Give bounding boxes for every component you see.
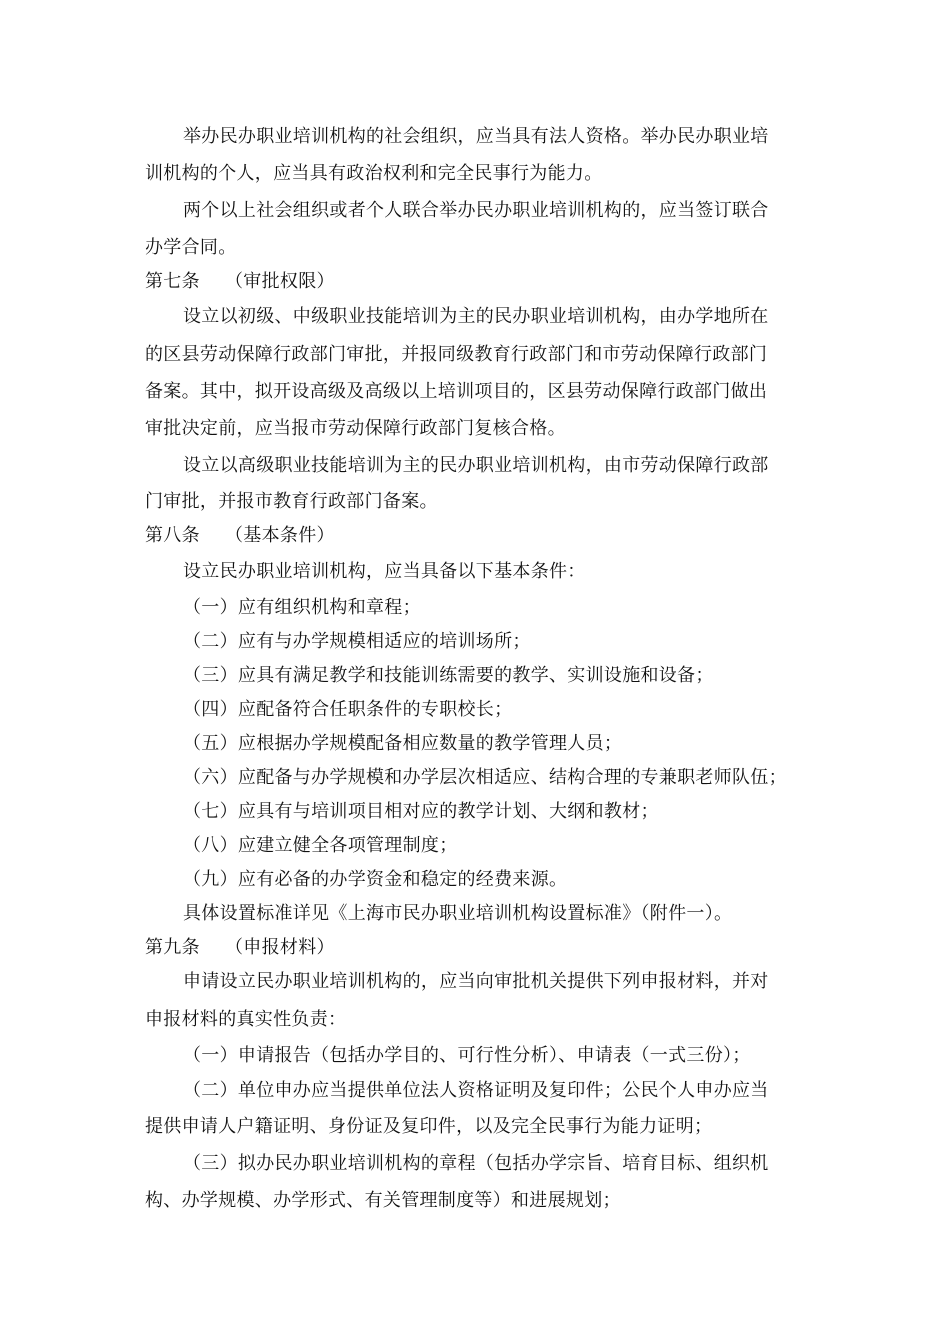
paragraph-line: 设立以初级、中级职业技能培训为主的民办职业培训机构，由办学地所在 bbox=[183, 306, 769, 327]
list-item: （八）应建立健全各项管理制度； bbox=[183, 835, 458, 856]
article-heading bbox=[145, 524, 335, 548]
paragraph-line: 审批决定前，应当报市劳动保障行政部门复核合格。 bbox=[145, 418, 566, 439]
paragraph-line: 构、办学规模、办学形式、有关管理制度等）和进展规划； bbox=[145, 1190, 621, 1211]
paragraph-line: 提供申请人户籍证明、身份证及复印件，以及完全民事行为能力证明； bbox=[145, 1116, 713, 1137]
list-item: （五）应根据办学规模配备相应数量的教学管理人员； bbox=[183, 733, 623, 754]
article-number: 第九条 bbox=[145, 937, 200, 958]
paragraph-line: 的区县劳动保障行政部门审批，并报同级教育行政部门和市劳动保障行政部门 bbox=[145, 344, 768, 365]
list-item: （一）申请报告（包括办学目的、可行性分析）、申请表（一式三份）； bbox=[183, 1045, 751, 1066]
paragraph-line: 举办民办职业培训机构的社会组织，应当具有法人资格。举办民办职业培 bbox=[183, 126, 769, 147]
list-item: （四）应配备符合任职条件的专职校长； bbox=[183, 699, 513, 720]
article-heading bbox=[145, 270, 335, 294]
paragraph-line: 备案。其中，拟开设高级及高级以上培训项目的，区县劳动保障行政部门做出 bbox=[145, 381, 768, 402]
paragraph-line: 两个以上社会组织或者个人联合举办民办职业培训机构的，应当签订联合 bbox=[183, 200, 769, 221]
paragraph-line: 训机构的个人，应当具有政治权利和完全民事行为能力。 bbox=[145, 163, 603, 184]
article-title: （审批权限） bbox=[225, 271, 335, 292]
list-item: （九）应有必备的办学资金和稳定的经费来源。 bbox=[183, 869, 568, 890]
list-item: （三）拟办民办职业培训机构的章程（包括办学宗旨、培育目标、组织机 bbox=[183, 1153, 769, 1174]
list-item: （七）应具有与培训项目相对应的教学计划、大纲和教材； bbox=[183, 801, 659, 822]
list-item: （三）应具有满足教学和技能训练需要的教学、实训设施和设备； bbox=[183, 665, 714, 686]
list-item: （一）应有组织机构和章程； bbox=[183, 597, 421, 618]
paragraph-line: 申请设立民办职业培训机构的，应当向审批机关提供下列申报材料，并对 bbox=[183, 971, 769, 992]
article-title: （基本条件） bbox=[225, 525, 335, 546]
paragraph-line: 设立以高级职业技能培训为主的民办职业培训机构，由市劳动保障行政部 bbox=[183, 455, 769, 476]
paragraph-line: 办学合同。 bbox=[145, 237, 237, 258]
article-title: （申报材料） bbox=[225, 937, 335, 958]
article-heading bbox=[145, 936, 335, 960]
paragraph-line: 门审批，并报市教育行政部门备案。 bbox=[145, 491, 438, 512]
article-number: 第七条 bbox=[145, 271, 200, 292]
paragraph-line: 申报材料的真实性负责： bbox=[145, 1009, 347, 1030]
paragraph-line: 设立民办职业培训机构，应当具备以下基本条件： bbox=[183, 561, 586, 582]
article-number: 第八条 bbox=[145, 525, 200, 546]
list-item: （二）单位申办应当提供单位法人资格证明及复印件；公民个人申办应当 bbox=[183, 1080, 769, 1101]
list-item: （二）应有与办学规模相适应的培训场所； bbox=[183, 631, 531, 652]
list-item: （六）应配备与办学规模和办学层次相适应、结构合理的专兼职老师队伍； bbox=[183, 767, 787, 788]
paragraph-line: 具体设置标准详见《上海市民办职业培训机构设置标准》（附件一）。 bbox=[183, 903, 733, 924]
